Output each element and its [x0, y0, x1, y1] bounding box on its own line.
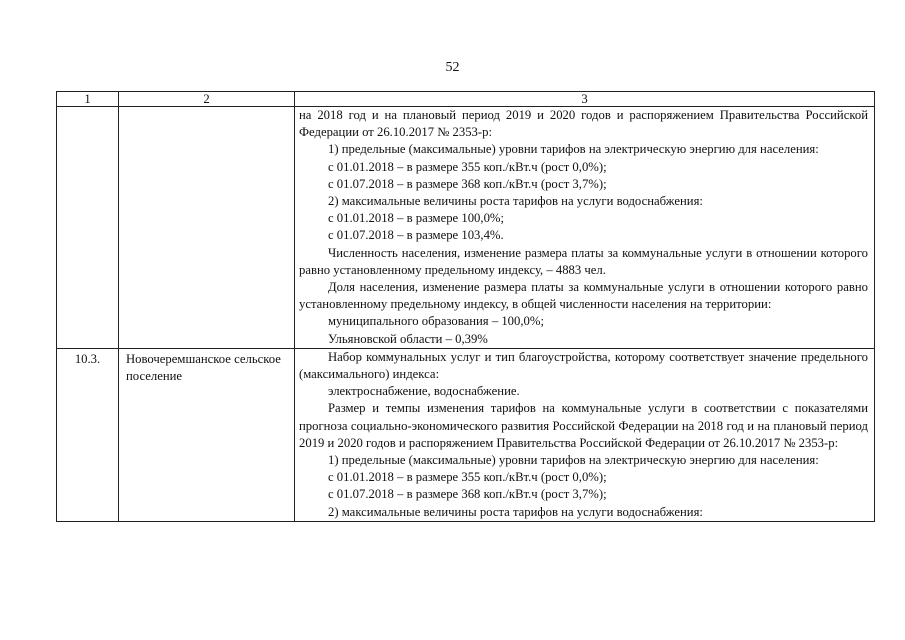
paragraph: с 01.07.2018 – в размере 368 коп./кВт.ч (рост 3,7%);: [328, 176, 607, 191]
table-header-row: [57, 92, 875, 107]
settlement-name-cell: Новочеремшанское сельское поселение: [119, 348, 295, 521]
table-row-10-3: [57, 348, 875, 521]
page-number: 52: [445, 60, 460, 75]
paragraph: Доля населения, изменение размера платы за коммунальные услуги в отношении которого равно установленному предельному индексу, в общей численности населения на территории:: [299, 280, 868, 312]
paragraph: с 01.01.2018 – в размере 355 коп./кВт.ч (рост 0,0%);: [328, 470, 607, 485]
paragraph: электроснабжение, водоснабжение.: [328, 384, 520, 399]
paragraph: муниципального образования – 100,0%;: [328, 314, 544, 329]
paragraph: 1) предельные (максимальные) уровни тарифов на электрическую энергию для населения:: [328, 453, 819, 468]
paragraph: с 01.01.2018 – в размере 100,0%;: [328, 211, 505, 226]
paragraph: с 01.01.2018 – в размере 355 коп./кВт.ч (рост 0,0%);: [328, 159, 607, 174]
header-col-3: 3: [295, 92, 875, 107]
paragraph: 2) максимальные величины роста тарифов на услуги водоснабжения:: [328, 194, 703, 209]
paragraph-list: [299, 107, 868, 348]
description-cell: [295, 348, 875, 521]
header-col-2: 2: [119, 92, 295, 107]
paragraph: с 01.07.2018 – в размере 368 коп./кВт.ч (рост 3,7%);: [328, 487, 607, 502]
paragraph: 2) максимальные величины роста тарифов на услуги водоснабжения:: [328, 504, 703, 519]
paragraph: на 2018 год и на плановый период 2019 и 2020 годов и распоряжением Правительства Российской Федерации от 26.10.2017 № 2353-р:: [299, 108, 868, 140]
page-bottom-edge: [56, 600, 874, 602]
paragraph: 1) предельные (максимальные) уровни тарифов на электрическую энергию для населения:: [328, 142, 819, 157]
paragraph: Набор коммунальных услуг и тип благоустройства, которому соответствует значение предельного (максимального) индекса:: [299, 349, 868, 382]
paragraph: Ульяновской области – 0,39%: [328, 331, 488, 346]
settlement-name-cell: [119, 107, 295, 349]
paragraph-list: [299, 349, 868, 521]
table-row-continued: [57, 107, 875, 349]
header-col-1: 1: [57, 92, 119, 107]
paragraph: Численность населения, изменение размера платы за коммунальные услуги в отношении которого равно установленному предельному индексу, – 4883 чел.: [299, 245, 868, 277]
paragraph: Размер и темпы изменения тарифов на коммунальные услуги в соответствии с показателями прогноза социально-экономического развития Российской Федерации на 2018 год и на плановый период 2019 и 2020 годов и распоряжением Правительства Российской Федерации от 26.10.2017 № 2353-р:: [299, 401, 868, 450]
paragraph: с 01.07.2018 – в размере 103,4%.: [328, 228, 504, 243]
row-number-cell: 10.3.: [57, 348, 119, 521]
description-cell: [295, 107, 875, 349]
tariff-table: [56, 91, 875, 522]
row-number-cell: [57, 107, 119, 349]
